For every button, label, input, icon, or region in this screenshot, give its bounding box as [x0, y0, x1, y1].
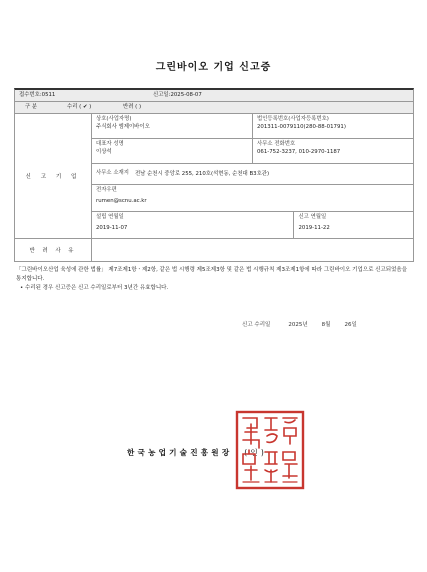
acceptance-label: 신고 수리일: [242, 322, 271, 328]
acceptance-day: 26일: [344, 322, 357, 328]
corp-no-cell: [252, 114, 413, 138]
notice-paragraph: 「그린바이오산업 육성에 관한 법률」 제7조제1항ㆍ제2항, 같은 법 시행령 제5조제3항 및 같은 법 시행규칙 제3조제1항에 따라 그린바이오 기업으로 신고되었음을 통지합니다.: [16, 267, 408, 282]
accepted-check: 수리 ( ✔ ): [67, 104, 92, 110]
report-form: [14, 88, 414, 262]
page-title: 그린바이오 기업 신고증: [155, 62, 272, 73]
corp-no-value: 201311-0079110(280-88-01791): [257, 124, 346, 130]
reject-reason-value: [92, 239, 413, 261]
classification-row: [14, 102, 414, 114]
acceptance-year: 2025년: [288, 322, 308, 328]
rep-label: 대표자 성명: [96, 141, 124, 147]
address-value: 전남 순천시 중앙로 255, 210호(석현동, 순천대 B3호관): [134, 171, 270, 177]
est-label: 설립 연월일: [96, 214, 124, 220]
name-value: 주식회사 엠제이바이오: [96, 124, 150, 130]
header-row: [14, 88, 414, 102]
report-ym-value: 2019-11-22: [298, 225, 330, 231]
rep-value: 이상석: [96, 149, 112, 155]
address-row: [92, 163, 413, 184]
acceptance-date: [242, 320, 371, 328]
phone-value: 061-752-3237, 010-2970-1187: [257, 149, 341, 155]
est-value: 2019-11-07: [96, 225, 128, 231]
report-date: 신고일:2025-08-07: [153, 92, 202, 98]
rep-cell: [92, 139, 252, 163]
acceptance-month: 8월: [321, 322, 331, 328]
classification-label: 구 분: [25, 104, 38, 110]
reject-reason-label: 반 려 사 유: [15, 239, 92, 261]
business-section-label: 신 고 기 업: [15, 114, 92, 238]
official-seal-icon: [235, 410, 305, 490]
name-row: [92, 114, 413, 138]
report-ym-cell: [293, 212, 413, 238]
validity-note: • 수리된 경우 신고증은 신고 수리일로부터 3년간 유효합니다.: [20, 285, 169, 291]
issuer-name: 한국농업기술진흥원장: [127, 448, 233, 457]
email-value: rumen@scnu.ac.kr: [96, 198, 147, 204]
rep-row: [92, 138, 413, 163]
email-cell: [92, 185, 413, 211]
corp-no-label: 법인등록번호(사업자등록번호): [257, 116, 329, 122]
seal-mark: (인): [244, 448, 268, 457]
name-cell: [92, 114, 252, 138]
est-cell: [92, 212, 293, 238]
receipt-number: 접수번호:0511: [19, 92, 56, 98]
name-label: 상호(사업자명): [96, 116, 132, 122]
email-label: 전자우편: [96, 187, 117, 193]
report-ym-label: 신고 연월일: [298, 214, 327, 220]
phone-cell: [252, 139, 413, 163]
address-cell: [92, 168, 413, 180]
date-row: [92, 211, 413, 238]
business-section: [14, 114, 414, 239]
notice-body: [16, 266, 414, 293]
address-label: 사무소 소재지: [96, 170, 129, 176]
business-details: [92, 114, 413, 238]
phone-label: 사무소 전화번호: [257, 141, 296, 147]
reject-reason-row: [14, 239, 414, 262]
email-row: [92, 184, 413, 211]
rejected-check: 반려 ( ): [123, 104, 142, 110]
